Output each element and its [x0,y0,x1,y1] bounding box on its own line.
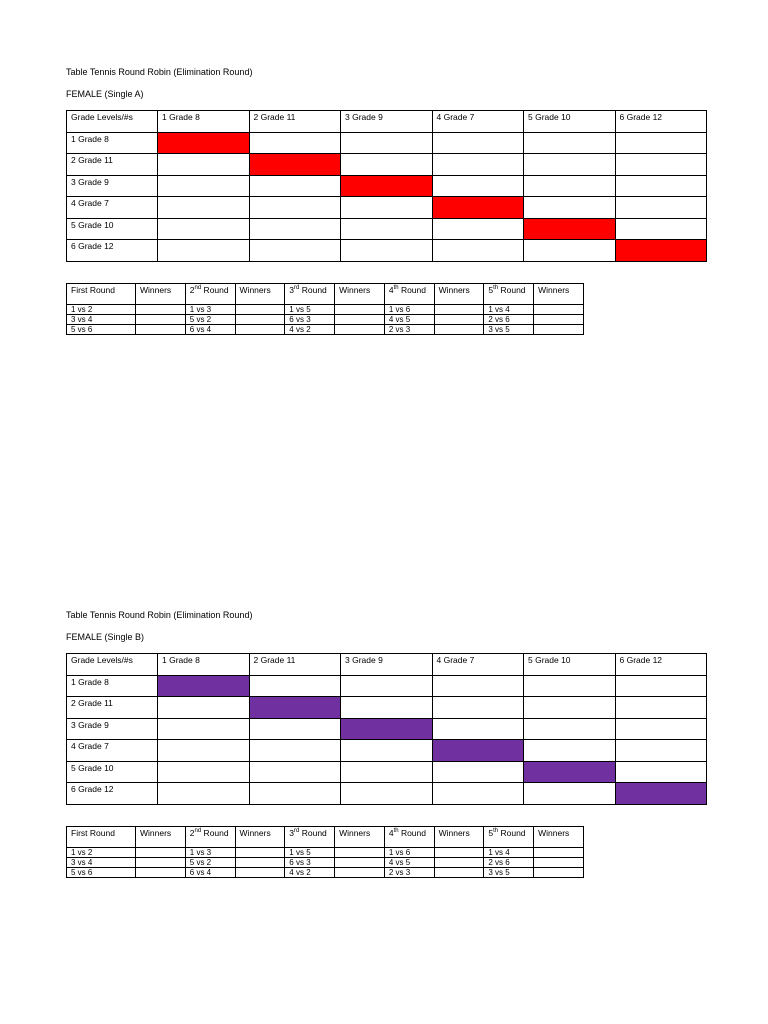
grid-column-header: 3 Grade 9 [341,111,433,133]
match-cell: 3 vs 4 [67,314,136,324]
match-cell: 4 vs 5 [384,857,434,867]
grid-result-cell[interactable] [432,218,524,240]
grid-result-cell[interactable] [158,718,250,740]
grid-result-cell[interactable] [341,697,433,719]
winner-cell[interactable] [235,857,285,867]
grid-result-cell[interactable] [341,132,433,154]
round-number: 4 [388,827,394,838]
winner-cell[interactable] [534,847,584,857]
match-cell: 1 vs 6 [384,304,434,314]
section-title: Table Tennis Round Robin (Elimination Round) [66,610,253,620]
grid-row-header: 1 Grade 8 [67,132,158,154]
winner-cell[interactable] [136,314,186,324]
winners-header: Winners [434,826,484,847]
section-single-a [66,66,706,335]
match-cell: 3 vs 4 [67,857,136,867]
grid-row [67,132,707,154]
match-cell: 3 vs 5 [484,324,534,334]
grid-diagonal-cell [158,132,250,154]
grid-result-cell[interactable] [341,740,433,762]
grid-diagonal-cell [158,675,250,697]
match-cell: 1 vs 3 [185,304,235,314]
grid-result-cell[interactable] [158,154,250,176]
grid-result-cell[interactable] [432,783,524,805]
match-cell: 2 vs 3 [384,867,434,877]
grid-row-header: 3 Grade 9 [67,718,158,740]
match-cell: 5 vs 2 [185,857,235,867]
round-label: Round [201,827,229,838]
round-label: Round [498,284,526,295]
round-ordinal-suffix: nd [194,827,202,834]
grid-result-cell[interactable] [249,175,341,197]
grid-row [67,240,707,262]
grid-result-cell[interactable] [615,175,707,197]
round-header: First Round [67,826,136,847]
round-ordinal-suffix: th [393,827,399,834]
grid-corner-cell: Grade Levels/#s [67,111,158,133]
round-ordinal-suffix: th [393,284,399,291]
grid-result-cell[interactable] [158,240,250,262]
round-header [285,283,335,304]
grid-result-cell[interactable] [249,740,341,762]
round-header [384,826,434,847]
grid-result-cell[interactable] [341,218,433,240]
round-robin-grid [66,110,707,262]
grid-diagonal-cell [341,718,433,740]
winner-cell[interactable] [136,857,186,867]
grid-row-header: 1 Grade 8 [67,675,158,697]
grid-result-cell[interactable] [249,675,341,697]
grid-result-cell[interactable] [158,761,250,783]
grid-column-header: 1 Grade 8 [158,111,250,133]
match-cell: 1 vs 5 [285,847,335,857]
section-subtitle: FEMALE (Single A) [66,89,144,99]
grid-result-cell[interactable] [615,761,707,783]
winners-header: Winners [136,826,186,847]
grid-header-row [67,654,707,676]
grid-row-header: 4 Grade 7 [67,740,158,762]
grid-diagonal-cell [615,240,707,262]
grid-diagonal-cell [524,761,616,783]
grid-column-header: 5 Grade 10 [524,654,616,676]
grid-result-cell[interactable] [158,218,250,240]
match-cell: 5 vs 2 [185,314,235,324]
grid-result-cell[interactable] [615,197,707,219]
grid-row-header: 4 Grade 7 [67,197,158,219]
rounds-match-row [67,847,584,857]
match-cell: 5 vs 6 [67,324,136,334]
round-number: 4 [388,284,394,295]
section-title: Table Tennis Round Robin (Elimination Round) [66,67,253,77]
grid-result-cell[interactable] [158,175,250,197]
match-cell: 2 vs 3 [384,324,434,334]
rounds-match-row [67,314,584,324]
grid-row [67,175,707,197]
round-ordinal-suffix: rd [294,284,300,291]
grid-result-cell[interactable] [249,718,341,740]
grid-corner-cell: Grade Levels/#s [67,654,158,676]
round-label: Round [299,284,327,295]
grid-row-header: 5 Grade 10 [67,218,158,240]
grid-row-header: 6 Grade 12 [67,240,158,262]
grid-result-cell[interactable] [524,132,616,154]
rounds-match-row [67,867,584,877]
winner-cell[interactable] [534,324,584,334]
winners-header: Winners [534,283,584,304]
match-cell: 4 vs 2 [285,324,335,334]
round-label: Round [201,284,229,295]
grid-result-cell[interactable] [158,783,250,805]
match-cell: 1 vs 2 [67,847,136,857]
grid-row-header: 3 Grade 9 [67,175,158,197]
grid-result-cell[interactable] [432,761,524,783]
grid-column-header: 5 Grade 10 [524,111,616,133]
grid-result-cell[interactable] [524,697,616,719]
grid-column-header: 4 Grade 7 [432,111,524,133]
winners-header: Winners [335,283,385,304]
winner-cell[interactable] [434,314,484,324]
grid-column-header: 2 Grade 11 [249,654,341,676]
winners-header: Winners [434,283,484,304]
winner-cell[interactable] [434,867,484,877]
rounds-header-row [67,283,584,304]
match-cell: 2 vs 6 [484,857,534,867]
grid-column-header: 6 Grade 12 [615,654,707,676]
round-label: Round [299,827,327,838]
grid-result-cell[interactable] [432,697,524,719]
winner-cell[interactable] [534,867,584,877]
grid-result-cell[interactable] [432,240,524,262]
grid-column-header: 2 Grade 11 [249,111,341,133]
grid-result-cell[interactable] [341,761,433,783]
grid-result-cell[interactable] [524,240,616,262]
grid-column-header: 1 Grade 8 [158,654,250,676]
grid-diagonal-cell [615,783,707,805]
grid-row [67,718,707,740]
round-header [484,283,534,304]
match-cell: 6 vs 3 [285,857,335,867]
round-header [285,826,335,847]
match-cell: 1 vs 4 [484,847,534,857]
grid-result-cell[interactable] [341,197,433,219]
match-cell: 1 vs 4 [484,304,534,314]
winner-cell[interactable] [235,324,285,334]
grid-diagonal-cell [524,218,616,240]
grid-result-cell[interactable] [524,197,616,219]
winner-cell[interactable] [136,304,186,314]
round-number: 3 [289,284,295,295]
grid-result-cell[interactable] [615,740,707,762]
round-ordinal-suffix: th [493,827,499,834]
round-number: 5 [488,284,494,295]
winners-header: Winners [136,283,186,304]
grid-row [67,697,707,719]
round-number: 2 [189,284,195,295]
rounds-match-row [67,304,584,314]
winners-header: Winners [235,826,285,847]
match-cell: 1 vs 5 [285,304,335,314]
grid-result-cell[interactable] [615,218,707,240]
match-cell: 2 vs 6 [484,314,534,324]
grid-result-cell[interactable] [249,240,341,262]
grid-row-header: 2 Grade 11 [67,697,158,719]
grid-result-cell[interactable] [249,761,341,783]
round-number: 2 [189,827,195,838]
winner-cell[interactable] [335,304,385,314]
grid-column-header: 3 Grade 9 [341,654,433,676]
grid-result-cell[interactable] [432,132,524,154]
grid-result-cell[interactable] [249,197,341,219]
grid-result-cell[interactable] [524,154,616,176]
winner-cell[interactable] [534,304,584,314]
round-header: First Round [67,283,136,304]
rounds-header-row [67,826,584,847]
grid-column-header: 6 Grade 12 [615,111,707,133]
winner-cell[interactable] [335,314,385,324]
grid-header-row [67,111,707,133]
round-label: Round [398,827,426,838]
round-header [384,283,434,304]
round-header [185,826,235,847]
grid-row [67,218,707,240]
winners-header: Winners [335,826,385,847]
rounds-table [66,826,584,878]
match-cell: 6 vs 3 [285,314,335,324]
winner-cell[interactable] [235,304,285,314]
round-label: Round [398,284,426,295]
winner-cell[interactable] [136,324,186,334]
winner-cell[interactable] [434,304,484,314]
match-cell: 6 vs 4 [185,867,235,877]
winner-cell[interactable] [235,867,285,877]
grid-result-cell[interactable] [341,154,433,176]
winners-header: Winners [534,826,584,847]
round-header [185,283,235,304]
round-ordinal-suffix: rd [294,827,300,834]
grid-result-cell[interactable] [524,783,616,805]
winners-header: Winners [235,283,285,304]
winner-cell[interactable] [235,314,285,324]
grid-row [67,154,707,176]
round-number: 5 [488,827,494,838]
match-cell: 5 vs 6 [67,867,136,877]
grid-diagonal-cell [341,175,433,197]
match-cell: 1 vs 2 [67,304,136,314]
grid-result-cell[interactable] [158,697,250,719]
grid-diagonal-cell [432,740,524,762]
section-single-b [66,609,706,878]
rounds-table [66,283,584,335]
rounds-match-row [67,324,584,334]
grid-result-cell[interactable] [615,154,707,176]
match-cell: 4 vs 5 [384,314,434,324]
grid-row [67,761,707,783]
grid-result-cell[interactable] [249,132,341,154]
grid-result-cell[interactable] [341,675,433,697]
grid-row [67,197,707,219]
grid-result-cell[interactable] [432,718,524,740]
round-ordinal-suffix: th [493,284,499,291]
winner-cell[interactable] [534,314,584,324]
match-cell: 4 vs 2 [285,867,335,877]
grid-result-cell[interactable] [341,240,433,262]
winner-cell[interactable] [335,847,385,857]
grid-row-header: 5 Grade 10 [67,761,158,783]
grid-result-cell[interactable] [524,675,616,697]
grid-column-header: 4 Grade 7 [432,654,524,676]
grid-result-cell[interactable] [249,783,341,805]
grid-result-cell[interactable] [615,697,707,719]
grid-diagonal-cell [249,697,341,719]
grid-row [67,675,707,697]
grid-row [67,783,707,805]
grid-result-cell[interactable] [341,783,433,805]
grid-result-cell[interactable] [432,154,524,176]
round-label: Round [498,827,526,838]
grid-row-header: 6 Grade 12 [67,783,158,805]
rounds-match-row [67,857,584,867]
round-ordinal-suffix: nd [194,284,202,291]
match-cell: 6 vs 4 [185,324,235,334]
winner-cell[interactable] [136,847,186,857]
winner-cell[interactable] [434,847,484,857]
grid-result-cell[interactable] [158,740,250,762]
grid-result-cell[interactable] [615,132,707,154]
grid-result-cell[interactable] [249,218,341,240]
grid-result-cell[interactable] [524,740,616,762]
match-cell: 1 vs 6 [384,847,434,857]
match-cell: 1 vs 3 [185,847,235,857]
winner-cell[interactable] [434,324,484,334]
grid-row [67,740,707,762]
round-header [484,826,534,847]
grid-row-header: 2 Grade 11 [67,154,158,176]
winner-cell[interactable] [335,857,385,867]
winner-cell[interactable] [434,857,484,867]
winner-cell[interactable] [534,857,584,867]
round-robin-grid [66,653,707,805]
grid-diagonal-cell [432,197,524,219]
winner-cell[interactable] [235,847,285,857]
match-cell: 3 vs 5 [484,867,534,877]
grid-result-cell[interactable] [432,675,524,697]
grid-result-cell[interactable] [615,675,707,697]
section-subtitle: FEMALE (Single B) [66,632,145,642]
grid-diagonal-cell [249,154,341,176]
winner-cell[interactable] [136,867,186,877]
winner-cell[interactable] [335,867,385,877]
grid-result-cell[interactable] [432,175,524,197]
grid-result-cell[interactable] [524,718,616,740]
round-number: 3 [289,827,295,838]
grid-result-cell[interactable] [615,718,707,740]
winner-cell[interactable] [335,324,385,334]
grid-result-cell[interactable] [524,175,616,197]
grid-result-cell[interactable] [158,197,250,219]
